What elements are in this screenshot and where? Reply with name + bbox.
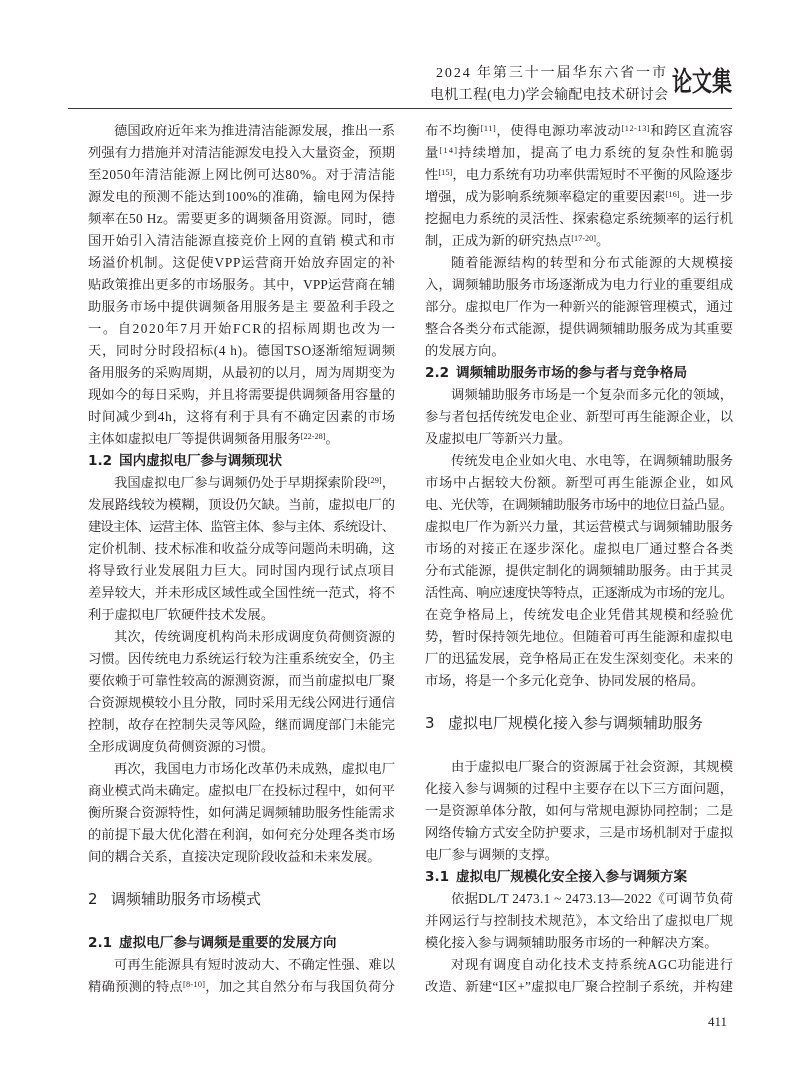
text-run: 全形成调度负荷侧资源的习惯。 (88, 739, 275, 754)
text-line (425, 670, 733, 692)
text-run: 频率在50 Hz。需要更多的调频备用资源。同时，德 (88, 211, 396, 226)
text-line (425, 230, 733, 252)
line-text (425, 651, 733, 666)
text-line (88, 516, 395, 538)
text-line (425, 384, 733, 406)
text-run: 由于虚拟电厂聚合的资源属于社会资源，其规模 (451, 759, 734, 774)
text-line (88, 604, 395, 626)
text-line (88, 274, 395, 296)
text-run: 模化接入参与调频辅助服务市场的一种解决方案。 (425, 935, 718, 950)
section-heading (88, 888, 395, 910)
line-text (88, 321, 397, 336)
text-line (88, 406, 395, 428)
line-text (88, 277, 395, 292)
line-text (451, 759, 733, 774)
line-text (425, 935, 718, 950)
line-text (451, 891, 733, 906)
paragraph (88, 120, 395, 450)
text-line (425, 472, 733, 494)
text-line (88, 802, 395, 824)
text-run: 。进一步 (679, 189, 734, 204)
text-line (425, 274, 733, 296)
conference-name-line (430, 85, 668, 107)
text-run: 电厂参与调频的支撑。 (425, 847, 558, 862)
text-line (425, 340, 733, 362)
line-text (425, 145, 734, 160)
line-text (88, 431, 339, 446)
text-run: 市场，将是一个多元化竞争、协同发展的格局。 (425, 673, 705, 688)
conference-year-text: 2024 年第三十一届华东六省一市 (436, 66, 668, 81)
text-line (425, 648, 733, 670)
text-line (425, 844, 733, 866)
text-run: 挖掘电力系统的灵活性、探索稳定系统频率的运行机 (425, 211, 734, 226)
text-line (88, 976, 395, 998)
line-text (425, 123, 734, 138)
text-run: 电、光伏等，在调频辅助服务市场中的地位日益凸显。 (425, 497, 733, 512)
citation-reference: [29] (367, 475, 382, 485)
line-text (451, 255, 734, 270)
section-number: 2.1 (88, 935, 113, 951)
conference-year-line (436, 63, 666, 85)
text-line (88, 714, 395, 736)
line-text (425, 189, 733, 204)
text-run: 源发电的预测不能达到100%的准确，输电网为保持 (88, 189, 396, 204)
text-line (88, 384, 395, 406)
text-run: 至2050年清洁能源上网比例可达80%。对于清洁能 (88, 167, 396, 182)
line-text (88, 979, 395, 994)
paragraph (425, 954, 733, 998)
text-line (425, 164, 733, 186)
text-line (425, 778, 733, 800)
header-rule (68, 108, 732, 109)
text-run: 将导致行业发展阻力巨大。同时国内现行试点项目 (88, 563, 396, 578)
text-line (88, 846, 395, 868)
conference-name-text: 电机工程(电力)学会输配电技术研讨会 (430, 88, 669, 103)
line-text (425, 913, 733, 928)
text-run: 德国政府近年来为推进清洁能源发展，推出一系 (114, 123, 396, 138)
paragraph (425, 450, 733, 692)
text-line (425, 604, 733, 626)
text-run: 市场中占据较大份额。新型可再生能源企业，如风 (425, 475, 734, 490)
text-line (425, 822, 733, 844)
paragraph (88, 758, 395, 868)
line-text (425, 233, 609, 248)
text-run: 和跨区直流容 (650, 123, 734, 138)
line-text (88, 607, 274, 622)
line-text (88, 849, 381, 864)
text-line (425, 516, 733, 538)
page-number: 411 (707, 1014, 727, 1029)
line-text (88, 255, 396, 270)
text-line (425, 252, 733, 274)
text-run: 现如今的每日采购，并且将需要提供调频备用容量的 (88, 387, 396, 402)
line-text (88, 167, 396, 182)
text-run: 并网运行与控制技术规范》，本文给出了虚拟电厂规 (425, 913, 734, 928)
line-text (425, 321, 733, 336)
text-line (425, 142, 733, 164)
text-run: 备用服务的采购周期，从最初的以月，周为周期变为 (88, 365, 396, 380)
text-run: 部分。虚拟电厂作为一种新兴的能源管理模式，通过 (425, 299, 734, 314)
text-line (88, 296, 395, 318)
text-line (88, 340, 395, 362)
paragraph (88, 954, 395, 998)
text-run: 传统发电企业如火电、水电等，在调频辅助服务 (451, 453, 734, 468)
subsection-heading (88, 932, 395, 954)
text-run: 增强，成为影响系统频率稳定的重要因素 (425, 189, 666, 204)
text-run: 制，正成为新的研究热点 (425, 233, 572, 248)
section-title: 国内虚拟电厂参与调频现状 (119, 453, 283, 469)
text-run: 利于虚拟电厂软硬件技术发展。 (88, 607, 275, 622)
line-text (114, 123, 395, 138)
text-run: 国开始引入清洁能源直接竞价上网的直销 模式和市 (88, 233, 396, 248)
text-line (425, 932, 733, 954)
text-line (425, 406, 733, 428)
line-text (425, 585, 733, 600)
text-line (88, 252, 395, 274)
line-text (425, 167, 733, 182)
text-run: ，使得电源功率波动 (496, 123, 622, 138)
text-line (88, 142, 395, 164)
text-run: 对现有调度自动化技术支持系统AGC功能进行 (451, 957, 734, 972)
text-line (88, 692, 395, 714)
text-line (88, 670, 395, 692)
text-run: 贴政策推出更多的市场服务。其中，VPP运营商在辅 (88, 277, 396, 292)
text-run: 的前提下最大优化潜在利润，如何充分处理各类市场 (88, 827, 396, 842)
citation-reference: [15] (438, 167, 453, 177)
line-text (88, 673, 395, 688)
text-line (88, 582, 395, 604)
section-number: 2 (88, 890, 98, 908)
text-line (88, 560, 395, 582)
text-line (425, 428, 733, 450)
text-run: 性 (425, 167, 439, 182)
line-text (88, 651, 395, 666)
text-line (425, 560, 733, 582)
text-run: 控制，故存在控制失灵等风险，继而调度部门未能完 (88, 717, 396, 732)
text-run: 活性高、响应速度快等特点，正逐渐成为市场的宠儿。 (425, 585, 733, 600)
text-line (425, 450, 733, 472)
text-run: ， (381, 475, 396, 490)
line-text (425, 847, 558, 862)
text-line (425, 910, 733, 932)
text-run: 建设主体、运营主体、监管主体、参与主体、系统设计、 (88, 519, 394, 534)
text-run: 改造、新建“Ⅰ区+”虚拟电厂聚合控制子系统，并构建 (425, 979, 734, 994)
text-line (88, 780, 395, 802)
text-run: 发展路线较为模糊，顶设仍欠缺。当前，虚拟电厂的 (88, 497, 396, 512)
text-run: 的发展方向。 (425, 343, 505, 358)
line-text (114, 475, 395, 490)
line-text (425, 629, 733, 644)
text-run: 调频辅助服务市场是一个复杂而多元化的领域， (451, 387, 734, 402)
line-text (88, 783, 395, 798)
line-text (88, 497, 395, 512)
text-line (88, 954, 395, 976)
section-heading (425, 712, 733, 734)
text-line (88, 362, 395, 384)
text-line (425, 208, 733, 230)
paragraph (88, 626, 395, 758)
text-run: 布不均衡 (425, 123, 481, 138)
text-line (88, 186, 395, 208)
text-run: 厂的迅猛发展，竞争格局正在发生深刻变化。未来的 (425, 651, 734, 666)
line-text (88, 563, 396, 578)
text-run: 天，同时分时段招标(4 h)。德国TSO逐渐缩短调频 (88, 343, 396, 358)
line-text (88, 695, 395, 710)
text-run: 分布式能源，提供定制化的调频辅助服务。由于其灵 (425, 563, 734, 578)
citation-reference: [12-13] (621, 123, 651, 133)
subsection-heading (425, 362, 733, 384)
line-text (425, 409, 733, 424)
paragraph (425, 120, 733, 252)
section-title: 虚拟电厂规模化接入参与调频辅助服务 (448, 714, 704, 732)
line-text (451, 957, 734, 972)
line-text (88, 299, 396, 314)
section-title: 虚拟电厂参与调频是重要的发展方向 (119, 935, 337, 951)
line-text (451, 387, 733, 402)
line-text (425, 541, 734, 556)
text-run: 参与者包括传统发电企业、新型可再生能源企业，以 (425, 409, 734, 424)
text-run: 入，调频辅助服务市场逐渐成为电力行业的重要组成 (425, 277, 734, 292)
subsection-heading (425, 866, 733, 888)
text-run: 化接入参与调频的过程中主要存在以下三方面问题， (425, 781, 734, 796)
text-run: 时间减少到4h，这将有利于具有不确定因素的市场 (88, 409, 396, 424)
text-line (425, 954, 733, 976)
text-run: 精确预测的特点 (88, 979, 184, 994)
line-text (451, 453, 733, 468)
text-line (88, 736, 395, 758)
line-text (425, 803, 733, 818)
text-run: 再次，我国电力市场化改革仍未成熟，虚拟电厂 (114, 761, 396, 776)
citation-reference: [8-10] (183, 979, 206, 989)
line-text (425, 781, 733, 796)
text-run: 习惯。因传统电力系统运行较为注重系统安全，仍主 (88, 651, 396, 666)
text-line (425, 186, 733, 208)
text-run: 可再生能源具有短时波动大、不确定性强、难以 (114, 957, 396, 972)
line-text (114, 957, 395, 972)
text-run: 网络传输方式安全防护要求，三是市场机制对于虚拟 (425, 825, 734, 840)
line-text (88, 805, 395, 820)
line-text (425, 607, 734, 622)
text-line (425, 626, 733, 648)
left-column (88, 120, 395, 998)
text-line (425, 120, 733, 142)
text-run: 随着能源结构的转型和分布式能源的大规模接 (451, 255, 734, 270)
text-line (425, 318, 733, 340)
line-text (425, 299, 733, 314)
text-line (88, 164, 395, 186)
line-text (114, 761, 395, 776)
text-run: 间的耦合关系，直接决定现阶段收益和未来发展。 (88, 849, 381, 864)
paragraph (88, 472, 395, 626)
text-run: 其次，传统调度机构尚未形成调度负荷侧资源的 (114, 629, 396, 644)
text-run: 一。自2020年7月开始FCR的招标周期也改为一 (88, 321, 397, 336)
line-text (88, 189, 395, 204)
paragraph (425, 252, 733, 362)
text-run: 差异较大，并未形成区域性或全国性统一范式，将不 (88, 585, 396, 600)
text-run: 整合各类分布式能源，提供调频辅助服务成为其重要 (425, 321, 734, 336)
text-line (425, 756, 733, 778)
text-line (88, 230, 395, 252)
text-line (425, 800, 733, 822)
line-text (425, 563, 733, 578)
text-run: ，加之其自然分布与我国负荷分 (205, 979, 396, 994)
text-run: 主体如虚拟电厂等提供调频备用服务 (88, 431, 301, 446)
proceedings-title: 论文集 (672, 67, 732, 98)
text-run: ，电力系统有功功率供需短时不平衡的风险逐步 (452, 167, 734, 182)
line-text (425, 277, 733, 292)
line-text (88, 717, 395, 732)
citation-reference: [16] (665, 189, 680, 199)
right-column (425, 120, 733, 998)
text-run: 。 (595, 233, 610, 248)
line-text (88, 145, 395, 160)
text-run: 虚拟电厂作为新兴力量，其运营模式与调频辅助服务 (425, 519, 734, 534)
citation-reference: [14] (439, 145, 459, 155)
text-line (88, 318, 395, 340)
text-line (88, 626, 395, 648)
line-text (425, 825, 733, 840)
line-text (425, 431, 571, 446)
section-title: 调频辅助服务市场的参与者与竞争格局 (456, 365, 688, 381)
text-line (88, 472, 395, 494)
line-text (88, 409, 396, 424)
text-run: 我国虚拟电厂参与调频仍处于早期探索阶段 (114, 475, 368, 490)
line-text (88, 387, 395, 402)
text-line (88, 428, 395, 450)
text-line (88, 538, 395, 560)
text-run: 量 (425, 145, 440, 160)
line-text (425, 519, 733, 534)
citation-reference: [22-28] (300, 431, 326, 441)
text-line (88, 494, 395, 516)
line-text (425, 497, 733, 512)
text-line (425, 582, 733, 604)
text-run: 及虚拟电厂等新兴力量。 (425, 431, 572, 446)
line-text (88, 585, 395, 600)
section-number: 2.2 (425, 365, 450, 381)
line-text (88, 211, 395, 226)
text-run: 场溢价机制。这促使VPP运营商开始放弃固定的补 (88, 255, 396, 270)
line-text (425, 475, 734, 490)
text-run: 定价机制、技术标准和收益分成等问题尚未明确，这 (88, 541, 396, 556)
text-line (425, 494, 733, 516)
text-line (425, 296, 733, 318)
paragraph (425, 756, 733, 866)
line-text (114, 629, 395, 644)
line-text (425, 211, 733, 226)
text-line (425, 888, 733, 910)
text-run: 持续增加，提高了电力系统的复杂性和脆弱 (458, 145, 735, 160)
text-run: 一是资源单体分散，如何与常规电源协同控制；二是 (425, 803, 734, 818)
text-line (425, 976, 733, 998)
line-text (88, 739, 274, 754)
text-line (88, 120, 395, 142)
text-run: 。 (325, 431, 339, 446)
text-run: 势，暂时保持领先地位。但随着可再生能源和虚拟电 (425, 629, 734, 644)
text-run: 在竞争格局上，传统发电企业凭借其规模和经验优 (425, 607, 734, 622)
line-text (88, 233, 396, 248)
text-run: 依据DL/T 2473.1 ~ 2473.13—2022《可调节负荷 (451, 891, 734, 906)
paragraph (425, 888, 733, 954)
paragraph (425, 384, 733, 450)
line-text (88, 365, 395, 380)
line-text (425, 343, 505, 358)
line-text (88, 827, 395, 842)
line-text (88, 541, 395, 556)
line-text (88, 519, 394, 534)
text-run: 助服务市场中提供调频备用服务是主 要盈利手段之 (88, 299, 396, 314)
text-line (88, 208, 395, 230)
line-text (88, 343, 396, 358)
text-run: 商业模式尚未确定。虚拟电厂在投标过程中，如何平 (88, 783, 396, 798)
text-line (88, 824, 395, 846)
section-number: 1.2 (88, 453, 113, 469)
line-text (425, 979, 733, 994)
section-title: 调频辅助服务市场模式 (111, 890, 262, 908)
text-run: 衡所聚合资源特性，如何满足调频辅助服务性能需求 (88, 805, 396, 820)
citation-reference: [11] (480, 123, 497, 133)
line-text (425, 673, 704, 688)
section-number: 3 (425, 714, 435, 732)
text-run: 要依赖于可靠性较高的源测资源，而当前虚拟电厂聚 (88, 673, 396, 688)
citation-reference: [17-20] (571, 233, 596, 243)
text-run: 市场的对接正在逐步深化。虚拟电厂通过整合各类 (425, 541, 734, 556)
section-title: 虚拟电厂规模化安全接入参与调频方案 (456, 869, 688, 885)
text-run: 合资源规模较小且分散，同时采用无线公网进行通信 (88, 695, 396, 710)
text-run: 列强有力措施并对清洁能源发电投入大量资金，预期 (88, 145, 396, 160)
text-line (425, 538, 733, 560)
text-line (88, 758, 395, 780)
text-line (88, 648, 395, 670)
subsection-heading (88, 450, 395, 472)
section-number: 3.1 (425, 869, 450, 885)
